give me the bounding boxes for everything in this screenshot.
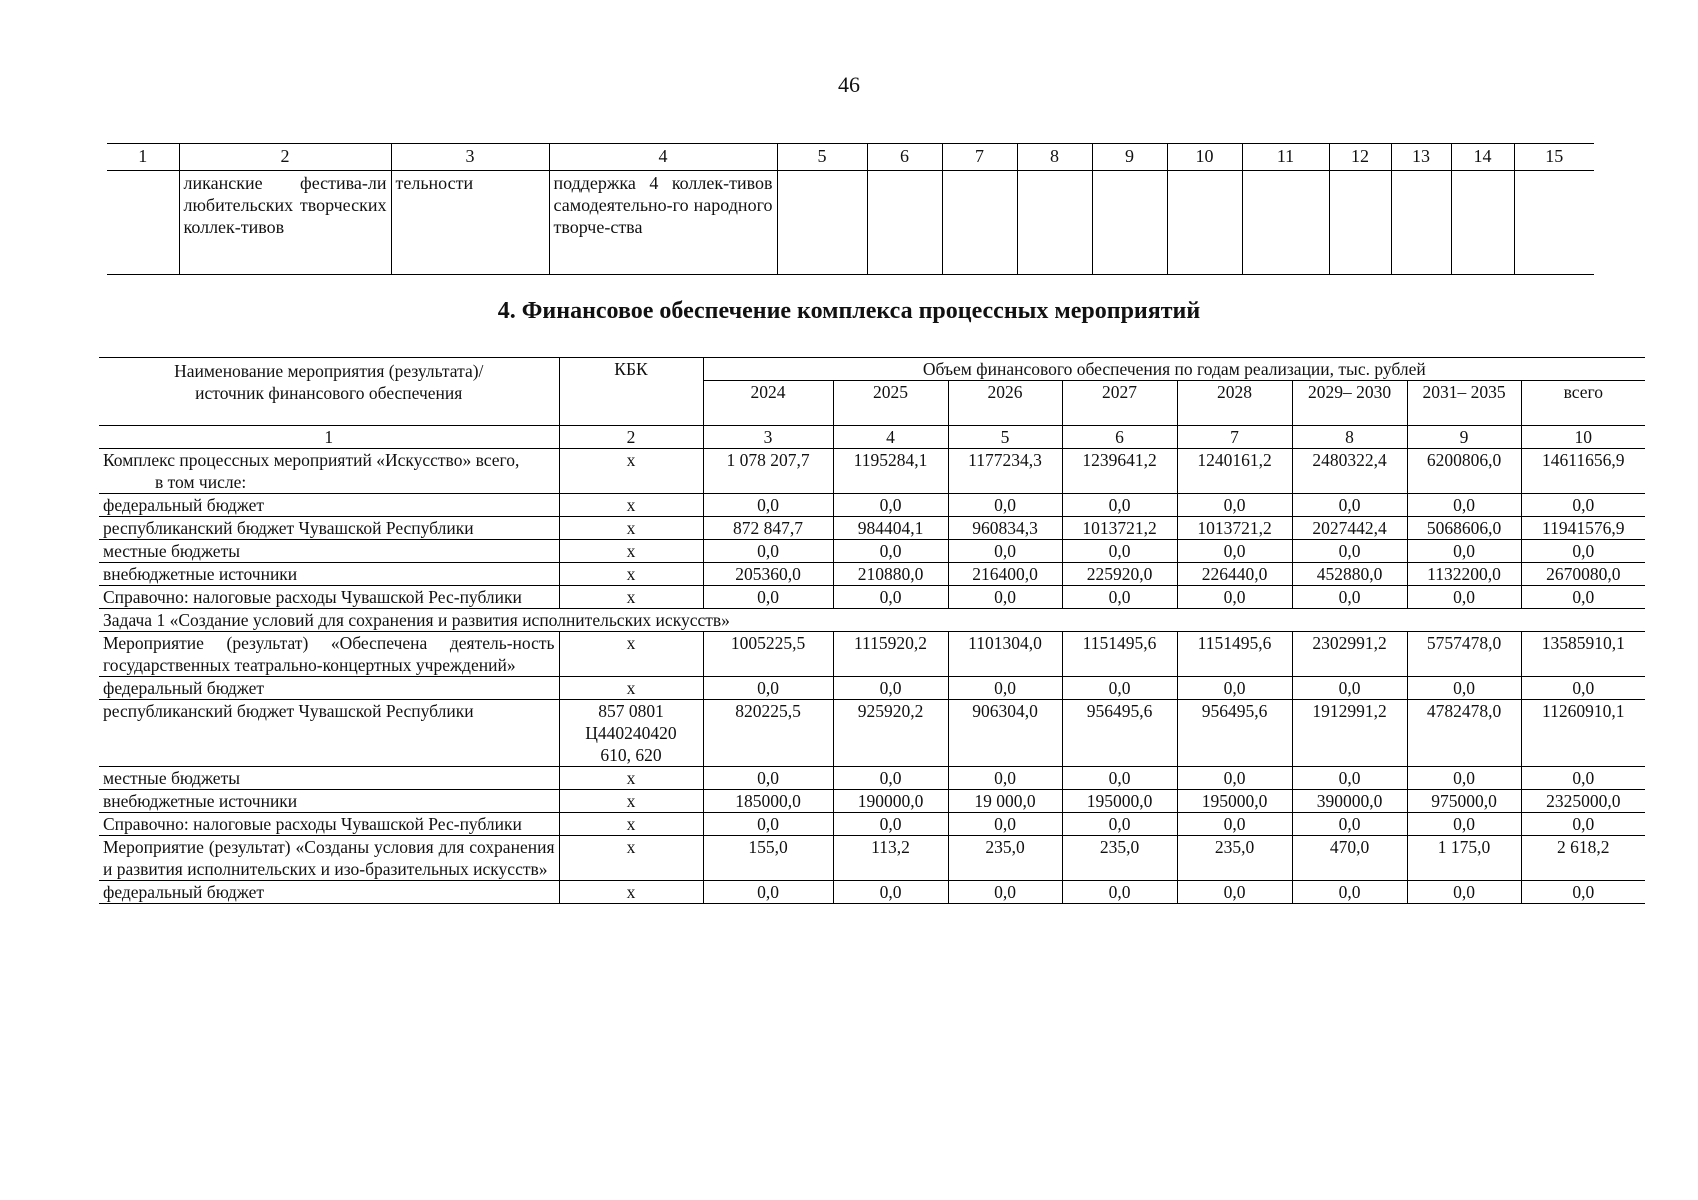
column-numbers-row xyxy=(99,426,1645,449)
value-cell: 975000,0 xyxy=(1407,790,1521,813)
value-cell: 0,0 xyxy=(1292,586,1407,609)
value-cell: 0,0 xyxy=(1521,767,1645,790)
value-cell: 0,0 xyxy=(948,540,1062,563)
item-name-text: внебюджетные источники xyxy=(103,564,298,584)
kbk-cell: х xyxy=(559,836,703,881)
table-cell: ликанские фестива-ли любительских творческих коллек-тивов xyxy=(179,171,391,275)
table-row xyxy=(99,494,1645,517)
value-cell: 1912991,2 xyxy=(1292,700,1407,767)
value-cell: 2325000,0 xyxy=(1521,790,1645,813)
value-cell: 0,0 xyxy=(1292,813,1407,836)
value-cell: 0,0 xyxy=(1177,540,1292,563)
value-cell: 216400,0 xyxy=(948,563,1062,586)
kbk-cell: х xyxy=(559,881,703,904)
value-cell: 0,0 xyxy=(948,813,1062,836)
kbk-cell: х xyxy=(559,494,703,517)
table-row xyxy=(99,677,1645,700)
item-subtitle-text: в том числе: xyxy=(155,472,247,492)
value-cell: 0,0 xyxy=(1407,881,1521,904)
value-cell: 19 000,0 xyxy=(948,790,1062,813)
year-header-cell: 2027 xyxy=(1062,381,1177,426)
value-cell: 0,0 xyxy=(703,677,833,700)
column-number-cell: 15 xyxy=(1514,144,1594,171)
table-cell xyxy=(1329,171,1391,275)
column-number-cell: 8 xyxy=(1017,144,1092,171)
column-number-cell: 5 xyxy=(777,144,867,171)
item-name-cell xyxy=(99,563,559,586)
value-cell: 0,0 xyxy=(1062,813,1177,836)
table-cell xyxy=(107,171,179,275)
column-number-cell: 6 xyxy=(1062,426,1177,449)
column-number-cell: 9 xyxy=(1407,426,1521,449)
item-name-cell xyxy=(99,632,559,677)
table-cell xyxy=(1242,171,1329,275)
value-cell: 0,0 xyxy=(1062,494,1177,517)
column-number-cell: 8 xyxy=(1292,426,1407,449)
task-title-cell: Задача 1 «Создание условий для сохранения и развития исполнительских искусств» xyxy=(99,609,1645,632)
table-row xyxy=(99,767,1645,790)
value-cell: 0,0 xyxy=(833,881,948,904)
value-cell: 820225,5 xyxy=(703,700,833,767)
column-number-cell: 3 xyxy=(703,426,833,449)
value-cell: 0,0 xyxy=(833,540,948,563)
value-cell: 0,0 xyxy=(1292,540,1407,563)
value-cell: 0,0 xyxy=(703,767,833,790)
item-name-text: местные бюджеты xyxy=(103,768,240,788)
value-cell: 0,0 xyxy=(1521,677,1645,700)
kbk-cell: х xyxy=(559,677,703,700)
value-cell: 1115920,2 xyxy=(833,632,948,677)
table-cell xyxy=(1167,171,1242,275)
table-cell xyxy=(1092,171,1167,275)
value-cell: 190000,0 xyxy=(833,790,948,813)
value-cell: 225920,0 xyxy=(1062,563,1177,586)
column-number-cell: 7 xyxy=(942,144,1017,171)
value-cell: 205360,0 xyxy=(703,563,833,586)
column-number-cell: 13 xyxy=(1391,144,1451,171)
item-name-text: федеральный бюджет xyxy=(103,678,265,698)
item-name-cell xyxy=(99,767,559,790)
value-cell: 2027442,4 xyxy=(1292,517,1407,540)
value-cell: 0,0 xyxy=(1177,677,1292,700)
value-cell: 1151495,6 xyxy=(1177,632,1292,677)
value-cell: 0,0 xyxy=(948,677,1062,700)
table-row xyxy=(99,540,1645,563)
task-row xyxy=(99,609,1645,632)
value-cell: 0,0 xyxy=(703,540,833,563)
value-cell: 0,0 xyxy=(703,494,833,517)
value-cell: 0,0 xyxy=(1521,494,1645,517)
table-row xyxy=(99,517,1645,540)
value-cell: 0,0 xyxy=(1407,540,1521,563)
value-cell: 1239641,2 xyxy=(1062,449,1177,494)
value-cell: 1 175,0 xyxy=(1407,836,1521,881)
item-name-text: Комплекс процессных мероприятий «Искусство» всего, xyxy=(103,450,520,470)
year-header-cell: 2031– 2035 xyxy=(1407,381,1521,426)
name-column-header: Наименование мероприятия (результата)/ источник финансового обеспечения xyxy=(99,358,559,426)
table-cell xyxy=(942,171,1017,275)
value-cell: 195000,0 xyxy=(1062,790,1177,813)
column-number-cell: 4 xyxy=(549,144,777,171)
value-cell: 390000,0 xyxy=(1292,790,1407,813)
value-cell: 11260910,1 xyxy=(1521,700,1645,767)
value-cell: 0,0 xyxy=(1177,494,1292,517)
value-cell: 0,0 xyxy=(1292,767,1407,790)
value-cell: 0,0 xyxy=(833,767,948,790)
table-cell xyxy=(867,171,942,275)
item-name-text: Справочно: налоговые расходы Чувашской Рес-публики xyxy=(103,814,522,834)
value-cell: 210880,0 xyxy=(833,563,948,586)
table-row xyxy=(99,836,1645,881)
kbk-cell: 857 0801 Ц440240420 610, 620 xyxy=(559,700,703,767)
value-cell: 14611656,9 xyxy=(1521,449,1645,494)
column-number-cell: 12 xyxy=(1329,144,1391,171)
kbk-cell: х xyxy=(559,449,703,494)
kbk-cell: х xyxy=(559,790,703,813)
value-cell: 872 847,7 xyxy=(703,517,833,540)
value-cell: 226440,0 xyxy=(1177,563,1292,586)
item-name-cell xyxy=(99,540,559,563)
value-cell: 0,0 xyxy=(1407,813,1521,836)
item-name-text: местные бюджеты xyxy=(103,541,240,561)
table-row xyxy=(99,586,1645,609)
column-number-cell: 2 xyxy=(559,426,703,449)
section-title: 4. Финансовое обеспечение комплекса процессных мероприятий xyxy=(497,298,1201,324)
value-cell: 925920,2 xyxy=(833,700,948,767)
value-cell: 0,0 xyxy=(1521,813,1645,836)
column-number-cell: 2 xyxy=(179,144,391,171)
value-cell: 956495,6 xyxy=(1177,700,1292,767)
column-number-cell: 3 xyxy=(391,144,549,171)
column-number-cell: 7 xyxy=(1177,426,1292,449)
value-cell: 0,0 xyxy=(948,767,1062,790)
value-cell: 0,0 xyxy=(948,494,1062,517)
table-row xyxy=(99,813,1645,836)
column-number-cell: 1 xyxy=(107,144,179,171)
kbk-cell: х xyxy=(559,563,703,586)
value-cell: 1195284,1 xyxy=(833,449,948,494)
table-row xyxy=(107,171,1594,275)
column-number-cell: 6 xyxy=(867,144,942,171)
value-cell: 0,0 xyxy=(1062,881,1177,904)
value-cell: 1151495,6 xyxy=(1062,632,1177,677)
column-number-cell: 11 xyxy=(1242,144,1329,171)
value-cell: 452880,0 xyxy=(1292,563,1407,586)
financing-table xyxy=(99,357,1645,904)
kbk-cell: х xyxy=(559,586,703,609)
value-cell: 0,0 xyxy=(1062,540,1177,563)
value-cell: 0,0 xyxy=(1407,586,1521,609)
table-row xyxy=(99,632,1645,677)
value-cell: 113,2 xyxy=(833,836,948,881)
value-cell: 0,0 xyxy=(948,881,1062,904)
value-cell: 0,0 xyxy=(833,586,948,609)
year-header-cell: 2029– 2030 xyxy=(1292,381,1407,426)
kbk-cell: х xyxy=(559,767,703,790)
value-cell: 0,0 xyxy=(1292,494,1407,517)
item-name-cell xyxy=(99,790,559,813)
value-cell: 5068606,0 xyxy=(1407,517,1521,540)
table-row xyxy=(99,449,1645,494)
kbk-cell: х xyxy=(559,632,703,677)
value-cell: 235,0 xyxy=(1062,836,1177,881)
table-cell xyxy=(1451,171,1514,275)
value-cell: 155,0 xyxy=(703,836,833,881)
year-header-cell: всего xyxy=(1521,381,1645,426)
value-cell: 2302991,2 xyxy=(1292,632,1407,677)
table-row xyxy=(99,563,1645,586)
value-cell: 0,0 xyxy=(948,586,1062,609)
value-cell: 0,0 xyxy=(1292,881,1407,904)
value-cell: 4782478,0 xyxy=(1407,700,1521,767)
kbk-cell: х xyxy=(559,517,703,540)
value-cell: 984404,1 xyxy=(833,517,948,540)
value-cell: 235,0 xyxy=(1177,836,1292,881)
value-cell: 235,0 xyxy=(948,836,1062,881)
value-cell: 1132200,0 xyxy=(1407,563,1521,586)
column-number-cell: 4 xyxy=(833,426,948,449)
value-cell: 13585910,1 xyxy=(1521,632,1645,677)
value-cell: 0,0 xyxy=(1177,813,1292,836)
continued-activities-table xyxy=(107,143,1594,275)
item-name-cell xyxy=(99,517,559,540)
year-header-cell: 2024 xyxy=(703,381,833,426)
item-name-cell xyxy=(99,700,559,767)
column-number-cell: 9 xyxy=(1092,144,1167,171)
value-cell: 0,0 xyxy=(1177,881,1292,904)
kbk-column-header: КБК xyxy=(559,358,703,426)
value-cell: 1101304,0 xyxy=(948,632,1062,677)
table-row xyxy=(99,881,1645,904)
value-cell: 960834,3 xyxy=(948,517,1062,540)
item-name-cell xyxy=(99,586,559,609)
table-cell xyxy=(777,171,867,275)
value-cell: 906304,0 xyxy=(948,700,1062,767)
item-name-cell xyxy=(99,494,559,517)
value-cell: 0,0 xyxy=(703,881,833,904)
value-cell: 1240161,2 xyxy=(1177,449,1292,494)
value-cell: 0,0 xyxy=(1407,677,1521,700)
column-number-cell: 14 xyxy=(1451,144,1514,171)
value-cell: 0,0 xyxy=(703,813,833,836)
year-header-cell: 2025 xyxy=(833,381,948,426)
value-cell: 0,0 xyxy=(1062,586,1177,609)
item-name-text: Мероприятие (результат) «Обеспечена деятель-ность государственных театрально-концертных учреждений» xyxy=(103,633,555,675)
value-cell: 0,0 xyxy=(1062,677,1177,700)
value-cell: 2480322,4 xyxy=(1292,449,1407,494)
year-header-cell: 2028 xyxy=(1177,381,1292,426)
item-name-cell xyxy=(99,813,559,836)
value-cell: 6200806,0 xyxy=(1407,449,1521,494)
item-name-text: внебюджетные источники xyxy=(103,791,298,811)
value-cell: 0,0 xyxy=(1062,767,1177,790)
item-name-cell xyxy=(99,677,559,700)
table-cell xyxy=(1391,171,1451,275)
value-cell: 956495,6 xyxy=(1062,700,1177,767)
value-cell: 2670080,0 xyxy=(1521,563,1645,586)
column-number-cell: 1 xyxy=(99,426,559,449)
item-name-text: Мероприятие (результат) «Созданы условия для сохранения и развития исполнительских и изо-бразительных искусств» xyxy=(103,837,555,879)
value-cell: 195000,0 xyxy=(1177,790,1292,813)
page-number: 46 xyxy=(838,72,860,97)
kbk-cell: х xyxy=(559,813,703,836)
item-name-text: федеральный бюджет xyxy=(103,882,265,902)
value-cell: 0,0 xyxy=(703,586,833,609)
value-cell: 0,0 xyxy=(1177,767,1292,790)
kbk-cell: х xyxy=(559,540,703,563)
table-cell: тельности xyxy=(391,171,549,275)
value-cell: 1177234,3 xyxy=(948,449,1062,494)
value-cell: 0,0 xyxy=(1521,586,1645,609)
column-number-cell: 5 xyxy=(948,426,1062,449)
item-name-text: республиканский бюджет Чувашской Республики xyxy=(103,518,474,538)
value-cell: 185000,0 xyxy=(703,790,833,813)
value-cell: 0,0 xyxy=(1177,586,1292,609)
year-header-cell: 2026 xyxy=(948,381,1062,426)
value-cell: 0,0 xyxy=(833,677,948,700)
value-cell: 11941576,9 xyxy=(1521,517,1645,540)
table-row xyxy=(99,790,1645,813)
value-cell: 0,0 xyxy=(1407,767,1521,790)
value-cell: 1 078 207,7 xyxy=(703,449,833,494)
value-cell: 0,0 xyxy=(1521,540,1645,563)
item-name-text: федеральный бюджет xyxy=(103,495,265,515)
value-cell: 5757478,0 xyxy=(1407,632,1521,677)
value-cell: 1005225,5 xyxy=(703,632,833,677)
column-number-cell: 10 xyxy=(1521,426,1645,449)
value-cell: 2 618,2 xyxy=(1521,836,1645,881)
item-name-cell xyxy=(99,836,559,881)
value-cell: 0,0 xyxy=(1292,677,1407,700)
value-cell: 1013721,2 xyxy=(1062,517,1177,540)
value-cell: 0,0 xyxy=(833,813,948,836)
volume-column-header: Объем финансового обеспечения по годам реализации, тыс. рублей xyxy=(703,358,1645,381)
item-name-cell xyxy=(99,881,559,904)
table-row xyxy=(99,700,1645,767)
value-cell: 470,0 xyxy=(1292,836,1407,881)
item-name-text: Справочно: налоговые расходы Чувашской Рес-публики xyxy=(103,587,522,607)
table-cell xyxy=(1514,171,1594,275)
item-name-cell xyxy=(99,449,559,494)
table-header-row xyxy=(107,144,1594,171)
column-number-cell: 10 xyxy=(1167,144,1242,171)
item-name-text: республиканский бюджет Чувашской Республики xyxy=(103,701,474,721)
value-cell: 0,0 xyxy=(833,494,948,517)
value-cell: 1013721,2 xyxy=(1177,517,1292,540)
table-cell: поддержка 4 коллек-тивов самодеятельно-го народного творче-ства xyxy=(549,171,777,275)
value-cell: 0,0 xyxy=(1521,881,1645,904)
table-header-row xyxy=(99,358,1645,381)
value-cell: 0,0 xyxy=(1407,494,1521,517)
table-cell xyxy=(1017,171,1092,275)
